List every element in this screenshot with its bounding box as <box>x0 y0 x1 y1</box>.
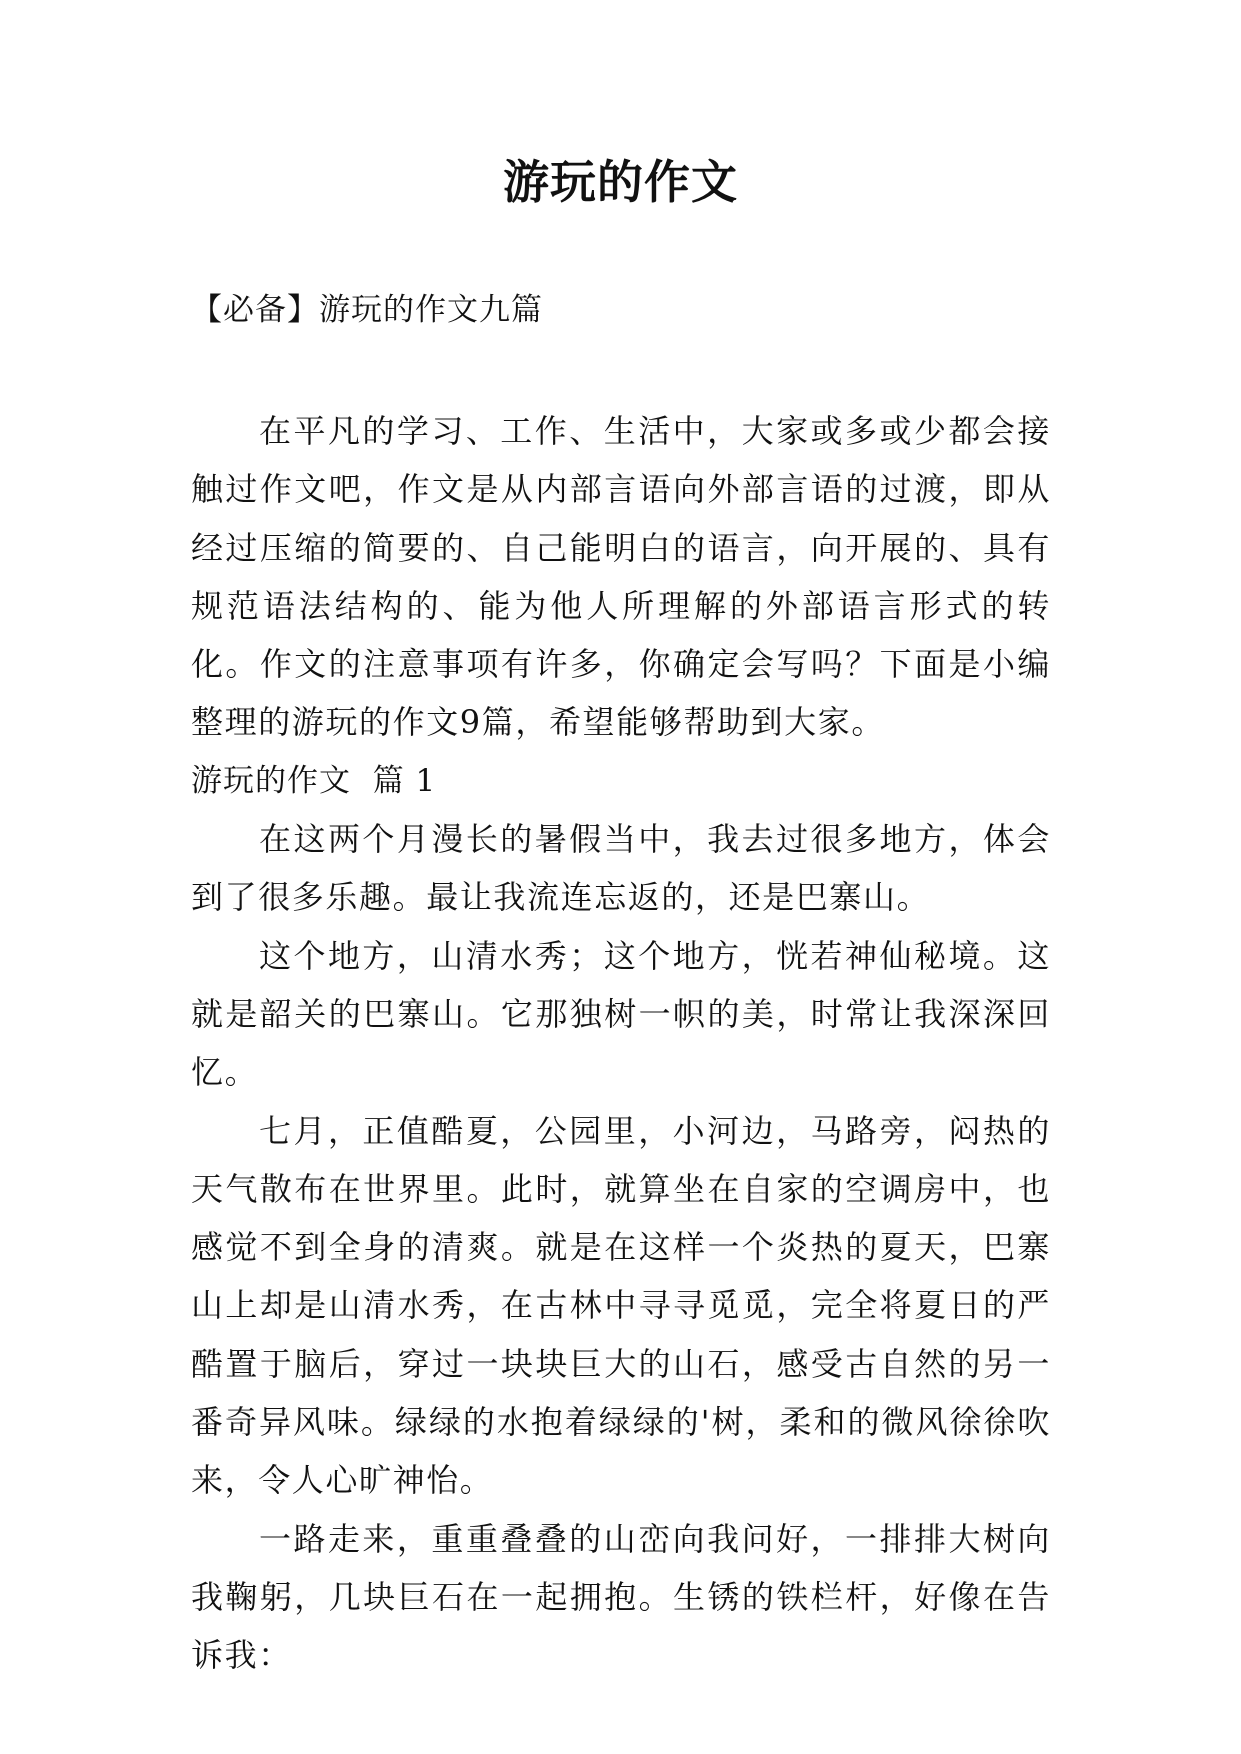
document-subtitle: 【必备】游玩的作文九篇 <box>191 292 543 328</box>
document-body <box>191 402 1051 1685</box>
body-paragraph: 在这两个月漫长的暑假当中，我去过很多地方，体会到了很多乐趣。最让我流连忘返的，还是巴寨山。 <box>191 820 1051 917</box>
body-paragraph: 一路走来，重重叠叠的山峦向我问好，一排排大树向我鞠躬，几块巨石在一起拥抱。生锈的铁栏杆，好像在告诉我： <box>191 1519 1051 1675</box>
body-paragraph: 七月，正值酷夏，公园里，小河边，马路旁，闷热的天气散布在世界里。此时，就算坐在自家的空调房中，也感觉不到全身的清爽。就是在这样一个炎热的夏天，巴寨山上却是山清水秀，在古林中寻寻觅觅，完全将夏日的严酷置于脑后，穿过一块块巨大的山石，感受古自然的另一番奇异风味。绿绿的水抱着绿绿的'树，柔和的微风徐徐吹来，令人心旷神怡。 <box>191 1111 1051 1500</box>
body-paragraph: 这个地方，山清水秀；这个地方，恍若神仙秘境。这就是韶关的巴寨山。它那独树一帜的美，时常让我深深回忆。 <box>191 936 1051 1092</box>
intro-paragraph: 在平凡的学习、工作、生活中，大家或多或少都会接触过作文吧，作文是从内部言语向外部言语的过渡，即从经过压缩的简要的、自己能明白的语言，向开展的、具有规范语法结构的、能为他人所理解的外部语言形式的转化。作文的注意事项有许多，你确定会写吗？下面是小编整理的游玩的作文9篇，希望能够帮助到大家。 <box>191 412 1051 742</box>
document-title: 游玩的作文 <box>503 155 738 209</box>
section-heading: 游玩的作文 篇 1 <box>191 762 437 799</box>
